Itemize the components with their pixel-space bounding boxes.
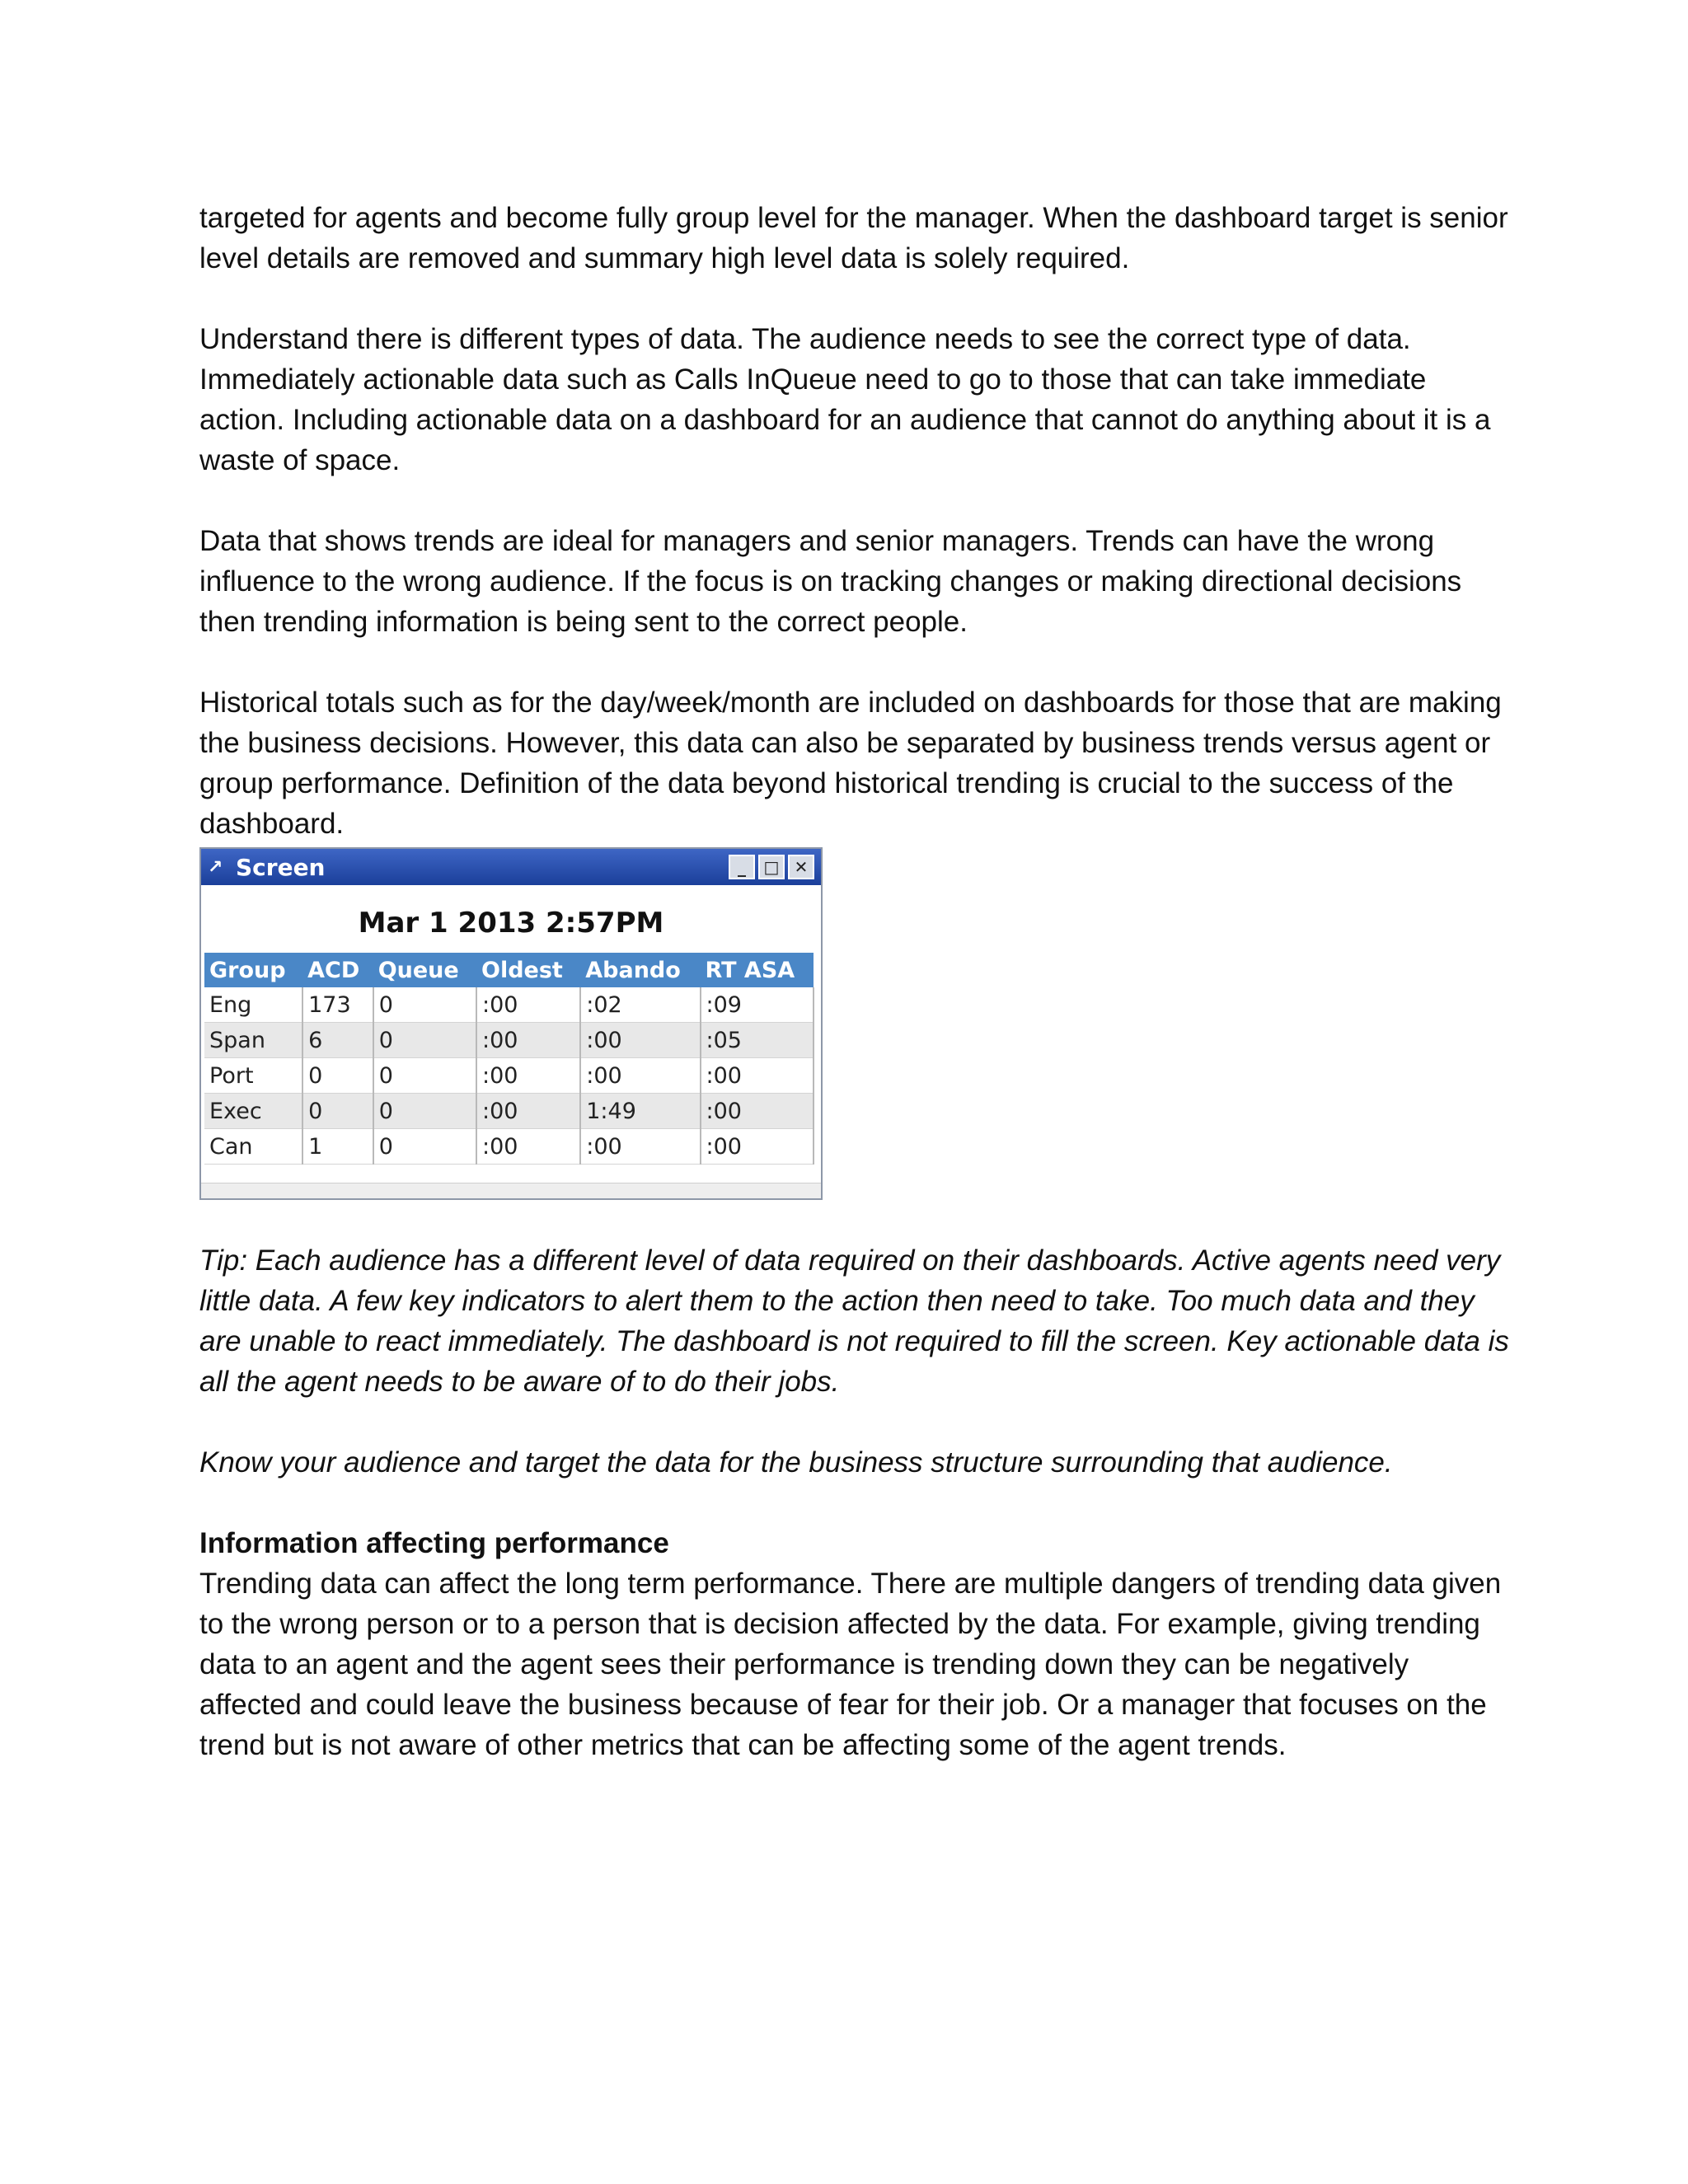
paragraph-audience-levels: targeted for agents and become fully group level for the manager. When the dashboard target is senior level details are removed and summary high level data is solely required.: [199, 202, 1508, 274]
table-row: [204, 1094, 814, 1129]
section-heading: Information affecting performance: [199, 1527, 669, 1559]
table-cell: :00: [476, 1023, 580, 1058]
table-cell: 0: [373, 1023, 476, 1058]
table-cell: 6: [302, 1023, 373, 1058]
table-cell: :00: [476, 1058, 580, 1094]
paragraph-trending-performance: Trending data can affect the long term performance. There are multiple dangers of trending data given to the wrong person or to a person that is decision affected by the data. For example, giving trending data to an agent and the agent sees their performance is trending down they can be negatively affected and could leave the business because of fear for their job. Or a manager that focuses on the trend but is not aware of other metrics that can be affecting some of the agent trends.: [199, 1568, 1502, 1761]
table-row: [204, 987, 814, 1023]
column-header-abandoned: Abando: [580, 953, 700, 987]
paragraph-data-types: Understand there is different types of data. The audience needs to see the correct type of data. Immediately actionable data such as Calls InQueue need to go to those that can take immediate action. Including actionable data on a dashboard for an audience that cannot do anything about it is a waste of space.: [199, 323, 1491, 476]
table-cell: Span: [204, 1023, 302, 1058]
maximize-icon[interactable]: □: [758, 855, 785, 879]
close-icon[interactable]: ✕: [788, 855, 814, 879]
table-cell: 0: [373, 987, 476, 1023]
table-cell: 0: [302, 1094, 373, 1129]
window-title: Screen: [236, 853, 326, 881]
paragraph-trends: Data that shows trends are ideal for managers and senior managers. Trends can have the wrong influence to the wrong audience. If the focus is on tracking changes or making directional decisions then trending information is being sent to the correct people.: [199, 525, 1462, 638]
table-cell: 0: [302, 1058, 373, 1094]
table-cell: :00: [580, 1129, 700, 1165]
table-cell: :00: [476, 1129, 580, 1165]
window-titlebar: [201, 849, 821, 885]
tip-paragraph: Tip: Each audience has a different level of data required on their dashboards. Active agents need very little data. A few key indicators to alert them to the action then need to take. Too much data and they are unable to react immediately. The dashboard is not required to fill the screen. Key actionable data is all the agent needs to be aware of to do their jobs.: [199, 1244, 1509, 1398]
minimize-icon[interactable]: _: [729, 855, 755, 879]
column-header-rt-asa: RT ASA: [701, 953, 814, 987]
column-header-oldest: Oldest: [476, 953, 580, 987]
table-header-row: [204, 953, 814, 987]
table-cell: 0: [373, 1129, 476, 1165]
table-cell: 1:49: [580, 1094, 700, 1129]
table-cell: Exec: [204, 1094, 302, 1129]
paragraph-historical-totals: Historical totals such as for the day/week/month are included on dashboards for those that are making the business decisions. However, this data can also be separated by business trends versus agent or group performance. Definition of the data beyond historical trending is crucial to the success of the dashboard.: [199, 687, 1502, 840]
table-cell: :00: [476, 1094, 580, 1129]
table-cell: Eng: [204, 987, 302, 1023]
table-cell: :09: [701, 987, 814, 1023]
column-header-group: Group: [204, 953, 302, 987]
window-footer: [201, 1183, 821, 1198]
table-cell: 1: [302, 1129, 373, 1165]
table-cell: :02: [580, 987, 700, 1023]
dashboard-datetime: Mar 1 2013 2:57PM: [358, 907, 664, 940]
table-row: [204, 1058, 814, 1094]
table-cell: :00: [701, 1058, 814, 1094]
column-header-acd: ACD: [302, 953, 373, 987]
queue-stats-table: [204, 953, 814, 1165]
table-cell: Can: [204, 1129, 302, 1165]
table-row: [204, 1129, 814, 1165]
table-cell: 173: [302, 987, 373, 1023]
table-cell: :00: [580, 1058, 700, 1094]
table-cell: :00: [701, 1129, 814, 1165]
know-your-audience-paragraph: Know your audience and target the data for the business structure surrounding that audience.: [199, 1446, 1393, 1479]
table-cell: 0: [373, 1058, 476, 1094]
table-cell: :00: [476, 987, 580, 1023]
dashboard-screenshot-window: [199, 847, 823, 1200]
table-cell: :00: [580, 1023, 700, 1058]
document-page: [199, 198, 1510, 1765]
column-header-queue: Queue: [373, 953, 476, 987]
signal-icon: ↗: [208, 856, 222, 878]
table-cell: :00: [701, 1094, 814, 1129]
table-row: [204, 1023, 814, 1058]
table-cell: 0: [373, 1094, 476, 1129]
table-cell: :05: [701, 1023, 814, 1058]
table-cell: Port: [204, 1058, 302, 1094]
